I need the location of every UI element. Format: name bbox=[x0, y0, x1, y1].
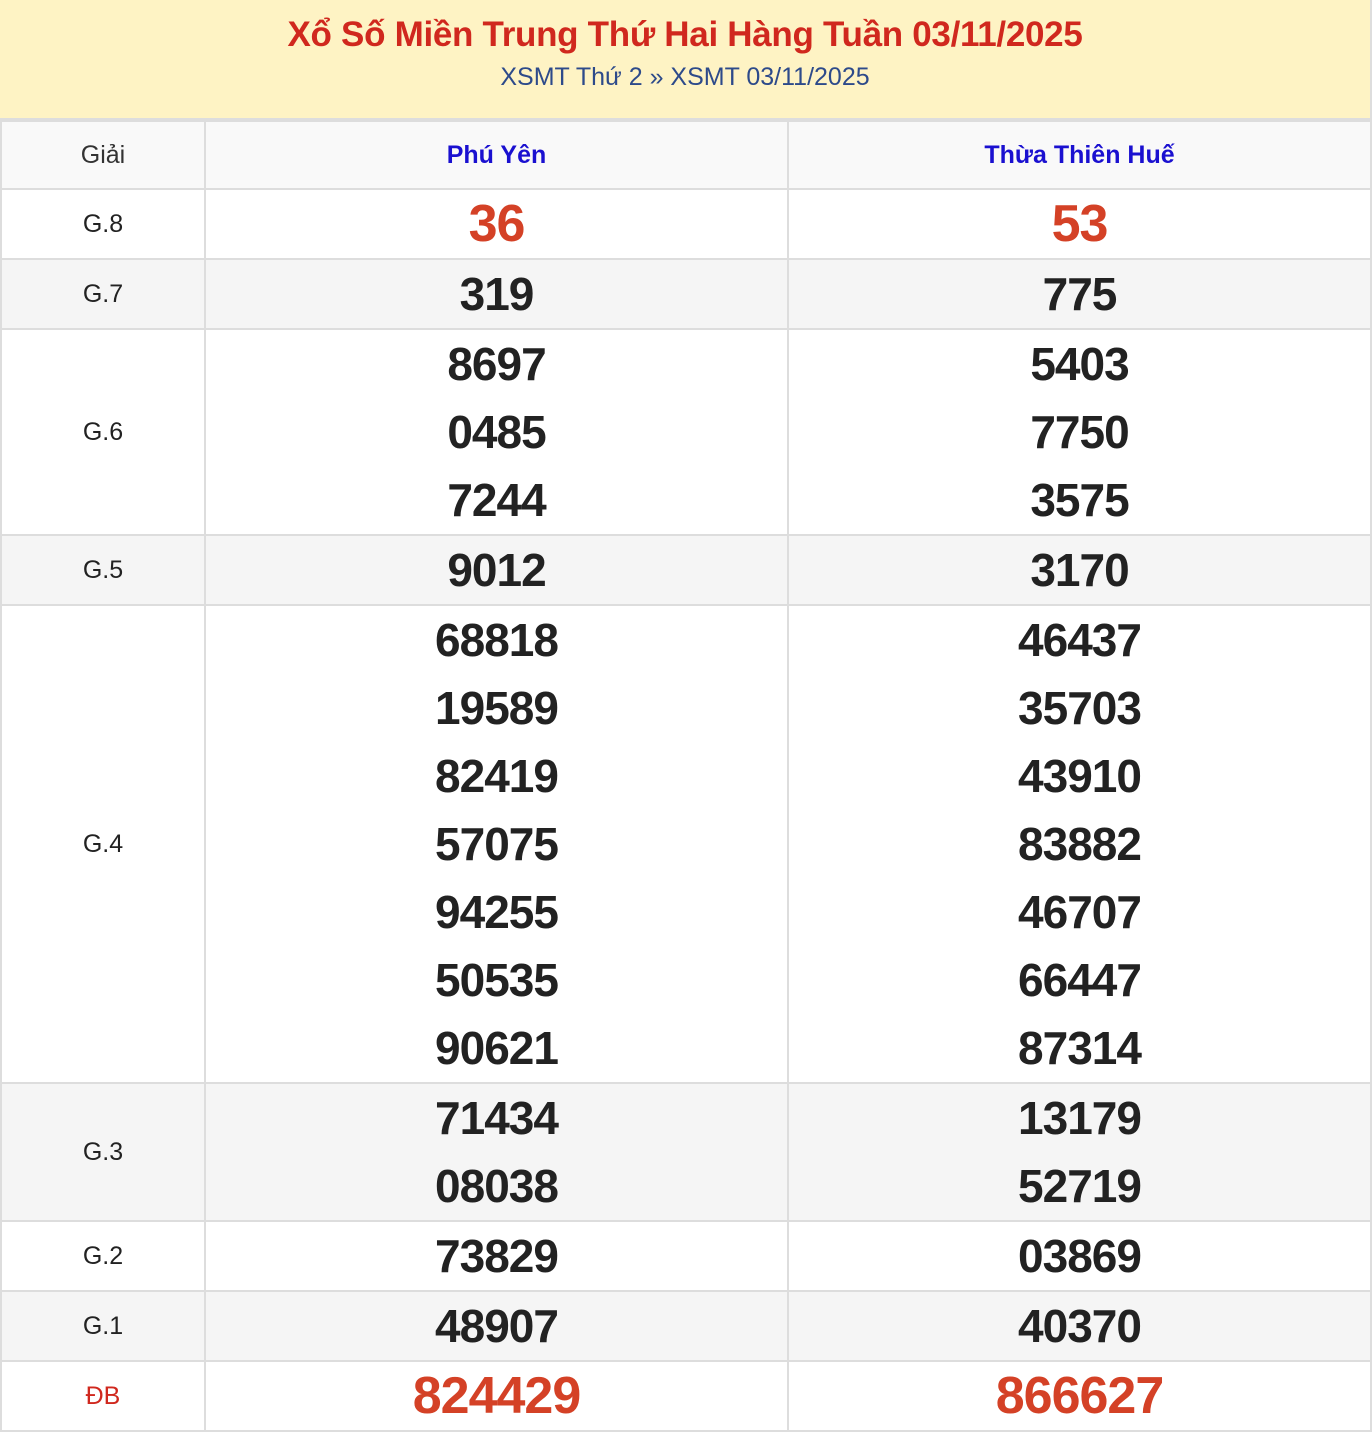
result-cell-hue bbox=[788, 1083, 1371, 1221]
result-number: 7244 bbox=[447, 474, 546, 526]
breadcrumb-link-xsmt-thu-2[interactable]: XSMT Thứ 2 bbox=[500, 63, 643, 91]
result-number: 48907 bbox=[435, 1300, 558, 1352]
prize-label: G.4 bbox=[1, 605, 205, 1083]
result-cell-phu-yen bbox=[205, 329, 788, 535]
result-number: 83882 bbox=[1018, 818, 1141, 870]
result-number: 68818 bbox=[435, 614, 558, 666]
special-prize-number: 824429 bbox=[412, 1367, 581, 1425]
table-row-g7 bbox=[1, 259, 1371, 329]
result-number: 52719 bbox=[1018, 1160, 1141, 1212]
result-number: 57075 bbox=[435, 818, 558, 870]
result-number: 775 bbox=[1042, 268, 1117, 320]
prize-label: G.7 bbox=[1, 259, 205, 329]
column-header-prize: Giải bbox=[1, 121, 205, 189]
result-number: 35703 bbox=[1018, 682, 1141, 734]
prize-label: G.1 bbox=[1, 1291, 205, 1361]
result-cell-hue bbox=[788, 605, 1371, 1083]
result-number: 36 bbox=[468, 195, 525, 253]
result-number: 08038 bbox=[435, 1160, 558, 1212]
column-header-thua-thien-hue[interactable]: Thừa Thiên Huế bbox=[788, 121, 1371, 189]
result-number: 13179 bbox=[1018, 1092, 1141, 1144]
page-title: Xổ Số Miền Trung Thứ Hai Hàng Tuần 03/11/2025 bbox=[287, 15, 1083, 54]
result-number: 03869 bbox=[1018, 1230, 1141, 1282]
breadcrumb-link-xsmt-date[interactable]: XSMT 03/11/2025 bbox=[670, 63, 870, 91]
result-number: 8697 bbox=[447, 338, 546, 390]
column-header-phu-yen[interactable]: Phú Yên bbox=[205, 121, 788, 189]
result-number: 7750 bbox=[1030, 406, 1129, 458]
breadcrumb bbox=[0, 62, 1370, 92]
result-number: 73829 bbox=[435, 1230, 558, 1282]
table-row-special-prize bbox=[1, 1361, 1371, 1431]
prize-label: G.5 bbox=[1, 535, 205, 605]
result-cell-phu-yen bbox=[205, 1083, 788, 1221]
result-number: 3170 bbox=[1030, 544, 1129, 596]
result-cell-hue bbox=[788, 1291, 1371, 1361]
result-cell-phu-yen bbox=[205, 1221, 788, 1291]
result-number: 94255 bbox=[435, 886, 558, 938]
result-number: 71434 bbox=[435, 1092, 558, 1144]
result-cell-phu-yen bbox=[205, 1291, 788, 1361]
prize-label: G.2 bbox=[1, 1221, 205, 1291]
result-number: 0485 bbox=[447, 406, 546, 458]
prize-label-special: ĐB bbox=[1, 1361, 205, 1431]
table-row-g8 bbox=[1, 189, 1371, 259]
result-number: 90621 bbox=[435, 1022, 558, 1074]
result-cell-phu-yen bbox=[205, 189, 788, 259]
result-cell-hue bbox=[788, 1221, 1371, 1291]
special-prize-number: 866627 bbox=[995, 1367, 1164, 1425]
prize-label: G.3 bbox=[1, 1083, 205, 1221]
result-cell-hue bbox=[788, 535, 1371, 605]
result-number: 19589 bbox=[435, 682, 558, 734]
result-number: 66447 bbox=[1018, 954, 1141, 1006]
result-number: 9012 bbox=[447, 544, 546, 596]
result-number: 40370 bbox=[1018, 1300, 1141, 1352]
result-cell-phu-yen bbox=[205, 605, 788, 1083]
results-table bbox=[0, 120, 1372, 1432]
result-number: 50535 bbox=[435, 954, 558, 1006]
result-cell-hue bbox=[788, 259, 1371, 329]
table-row-g2 bbox=[1, 1221, 1371, 1291]
result-number: 46437 bbox=[1018, 614, 1141, 666]
result-number: 82419 bbox=[435, 750, 558, 802]
results-header bbox=[0, 0, 1370, 120]
result-number: 53 bbox=[1051, 195, 1108, 253]
result-cell-phu-yen bbox=[205, 259, 788, 329]
result-number: 43910 bbox=[1018, 750, 1141, 802]
table-row-g4 bbox=[1, 605, 1371, 1083]
result-cell-hue bbox=[788, 189, 1371, 259]
result-number: 3575 bbox=[1030, 474, 1129, 526]
result-number: 5403 bbox=[1030, 338, 1129, 390]
result-number: 319 bbox=[459, 268, 534, 320]
result-cell-phu-yen bbox=[205, 1361, 788, 1431]
table-row-g5 bbox=[1, 535, 1371, 605]
table-header-row bbox=[1, 121, 1371, 189]
breadcrumb-separator: » bbox=[649, 63, 664, 91]
table-row-g1 bbox=[1, 1291, 1371, 1361]
table-row-g6 bbox=[1, 329, 1371, 535]
result-cell-hue bbox=[788, 1361, 1371, 1431]
prize-label: G.8 bbox=[1, 189, 205, 259]
prize-label: G.6 bbox=[1, 329, 205, 535]
result-cell-hue bbox=[788, 329, 1371, 535]
result-cell-phu-yen bbox=[205, 535, 788, 605]
result-number: 46707 bbox=[1018, 886, 1141, 938]
table-row-g3 bbox=[1, 1083, 1371, 1221]
result-number: 87314 bbox=[1018, 1022, 1141, 1074]
